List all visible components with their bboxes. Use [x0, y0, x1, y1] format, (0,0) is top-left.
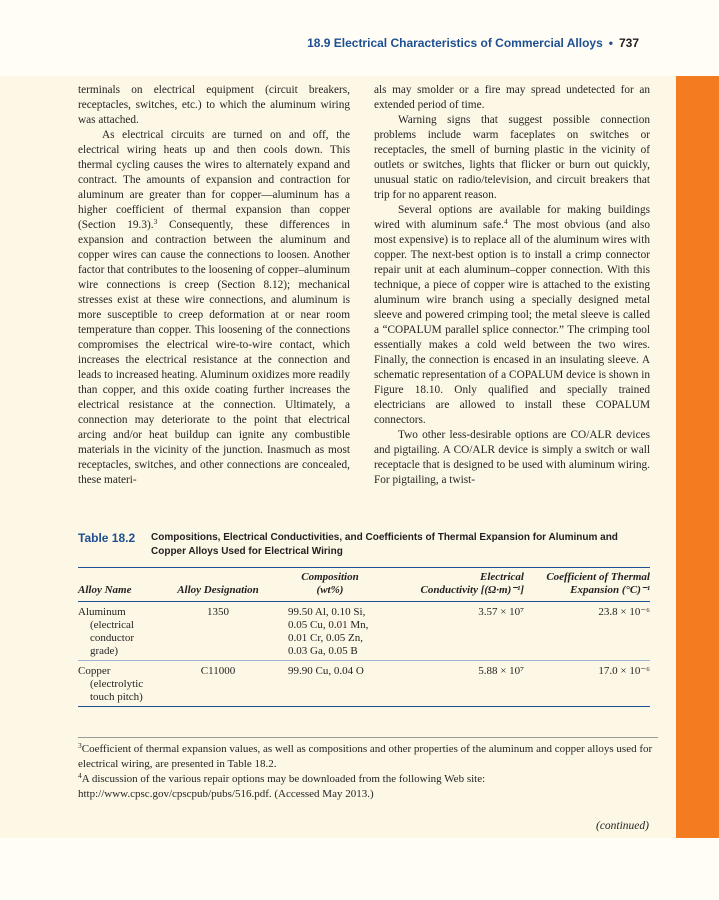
cell-designation: C11000 [200, 665, 236, 677]
cell-alloy-name: Copper (electrolytic touch pitch) [78, 665, 144, 703]
table-row [78, 661, 650, 706]
cell-conductivity: 5.88 × 10⁷ [478, 665, 524, 677]
table-header-row [78, 568, 650, 601]
table-row [78, 602, 650, 660]
right-paragraph-2: Warning signs that suggest possible connection problems include warm faceplates on switches or receptacles, the smell of burning plastic in the vicinity of outlets or switches, lights that flicker or burn out quickly, unusual static on radio/television, and circuit breakers that trip for no apparent reason. [374, 114, 650, 201]
footnote-ref-4: 4 [503, 217, 508, 226]
right-column [374, 83, 650, 488]
table-18-2 [78, 531, 650, 707]
left-column [78, 83, 350, 488]
header-alloy-name: Alloy Name [78, 584, 132, 596]
cell-thermal-expansion: 23.8 × 10⁻⁶ [598, 606, 650, 618]
header-conductivity: Electrical Conductivity [(Ω·m)⁻¹] [420, 571, 524, 596]
table-label: Table 18.2 [78, 531, 136, 545]
cell-alloy-name: Aluminum (electrical conductor grade) [78, 606, 134, 657]
left-paragraph-1: terminals on electrical equipment (circuit breakers, receptacles, switches, etc.) to which the aluminum wiring was attached. [78, 84, 350, 126]
footnote-ref-3: 3 [153, 217, 158, 226]
header-alloy-designation: Alloy Designation [177, 584, 259, 596]
header-separator: • [608, 36, 613, 50]
continued-note: (continued) [595, 820, 649, 832]
cell-composition: 99.50 Al, 0.10 Si, 0.05 Cu, 0.01 Mn, 0.01 Cr, 0.05 Zn, 0.03 Ga, 0.05 B [288, 606, 369, 657]
page-number: 737 [618, 36, 639, 50]
chapter-edge-tab [676, 76, 719, 838]
table-caption [78, 531, 650, 559]
footnote-4: $^4$A discussion of the various repair options may be downloaded from the following Web site: [78, 771, 486, 785]
cell-designation: 1350 [207, 606, 229, 618]
right-paragraph-1: als may smolder or a fire may spread undetected for an extended period of time. [374, 84, 650, 111]
header-thermal-expansion: Coefficient of Thermal Expansion (°C)⁻¹ [546, 571, 650, 596]
cell-conductivity: 3.57 × 10⁷ [478, 606, 524, 618]
left-paragraph-2: As electrical circuits are turned on and off, the electrical wiring heats up and then cools down. This thermal cycling causes the wires to alternately expand and contract. The amounts of expansion and contraction for aluminum are greater than for copper—aluminum has a higher coefficient of thermal expansion than copper (Section 19.3).$^3$ Consequently, these differences in expansion and contraction between the aluminum and copper wires can cause the connections to loosen. Another factor that contributes to the loosening of copper–aluminum wire connections is creep (Section 8.12); mechanical stresses exist at these wire connections, and aluminum is more susceptible to creep deformation at or near room temperature than copper. This loosening of the connections compromises the electrical wire-to-wire contact, which increases the electrical resistance at the connection and leads to increased heating. Aluminum oxidizes more readily than copper, and this oxide coating further increases the electrical resistance at the connection. Ultimately, a connection may deteriorate to the point that electrical arcing and/or heat buildup can ignite any combustible materials in the vicinity of the junction. Inasmuch as most receptacles, switches, and other connections are concealed, these materi- [78, 129, 351, 486]
table-title: Compositions, Electrical Conductivities, and Coefficients of Thermal Expansion for Aluminum and Copper Alloys Used for Electrical Wiring [151, 532, 618, 557]
cell-composition: 99.90 Cu, 0.04 O [288, 665, 364, 677]
footnote-4-url[interactable]: http://www.cpsc.gov/cpscpub/pubs/516.pdf. (Accessed May 2013.) [78, 788, 374, 800]
footnotes [78, 737, 658, 802]
cell-thermal-expansion: 17.0 × 10⁻⁶ [598, 665, 650, 677]
section-title: 18.9 Electrical Characteristics of Commercial Alloys [307, 36, 603, 50]
right-paragraph-4: Two other less-desirable options are CO/ALR devices and pigtailing. A CO/ALR device is simply a switch or wall receptacle that is designed to be used with aluminum wiring. For pigtailing, a twist- [374, 429, 650, 486]
header-composition: Composition (wt%) [301, 571, 359, 596]
running-header [307, 36, 639, 50]
footnote-3: $^3$Coefficient of thermal expansion values, as well as compositions and other properties of the aluminum and copper alloys used for electrical wiring, are presented in Table 18.2. [78, 741, 653, 770]
right-paragraph-3: Several options are available for making buildings wired with aluminum safe.$^4$ The most obvious (and also most expensive) is to replace all of the aluminum wires with copper. The next-best option is to install a crimp connector repair unit at each aluminum–copper connection. With this technique, a piece of copper wire is attached to the existing aluminum wire branch using a specially designed metal sleeve and powered crimping tool; the metal sleeve is called a “COPALUM parallel splice connector.” The crimping tool essentially makes a cold weld between the two wires. Finally, the connection is encased in an insulating sleeve. A schematic representation of a COPALUM device is shown in Figure 18.10. Only qualified and specially trained electricians are allowed to install these COPALUM connectors. [374, 204, 650, 426]
